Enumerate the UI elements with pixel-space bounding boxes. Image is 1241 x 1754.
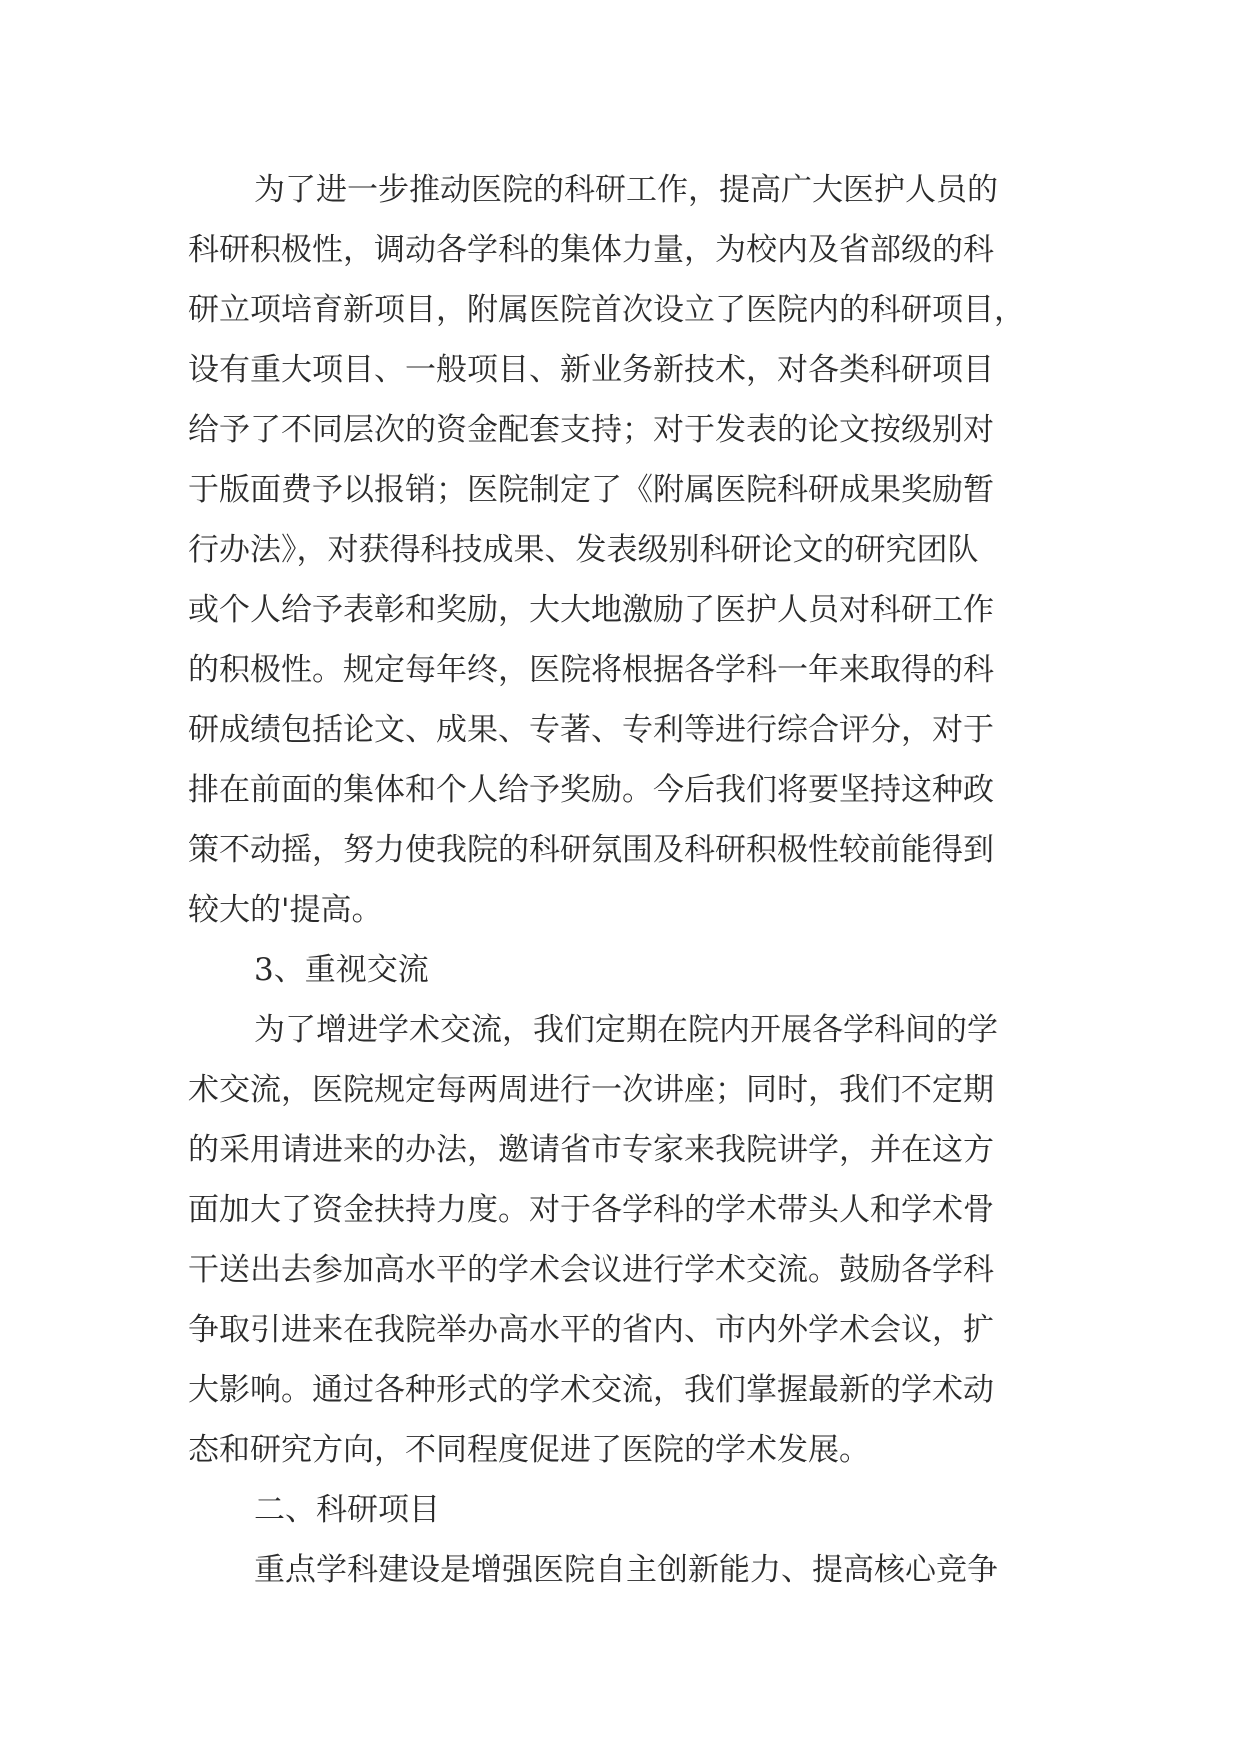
text-line: 研立项培育新项目，附属医院首次设立了医院内的科研项目，: [188, 292, 1025, 328]
text-line: 研成绩包括论文、成果、专著、专利等进行综合评分，对于: [188, 712, 994, 748]
paragraph-research-incentives: [188, 160, 1088, 940]
text-line: 较大的'提高。: [188, 892, 383, 928]
paragraph-key-disciplines: [188, 1540, 1088, 1600]
heading-text: 3、重视交流: [254, 952, 429, 988]
text-line: 干送出去参加高水平的学术会议进行学术交流。鼓励各学科: [188, 1252, 994, 1288]
text-line: 给予了不同层次的资金配套支持；对于发表的论文按级别对: [188, 412, 994, 448]
section-heading-exchange: [188, 940, 1088, 1000]
document-body: [188, 160, 1088, 1600]
text-line: 为了进一步推动医院的科研工作，提高广大医护人员的: [254, 172, 998, 208]
paragraph-academic-exchange: [188, 1000, 1088, 1480]
text-line: 态和研究方向，不同程度促进了医院的学术发展。: [188, 1432, 870, 1468]
text-line: 科研积极性，调动各学科的集体力量，为校内及省部级的科: [188, 232, 994, 268]
text-line: 设有重大项目、一般项目、新业务新技术，对各类科研项目: [188, 352, 994, 388]
text-line: 行办法》，对获得科技成果、发表级别科研论文的研究团队: [188, 532, 979, 568]
text-line: 争取引进来在我院举办高水平的省内、市内外学术会议，扩: [188, 1312, 994, 1348]
text-line: 于版面费予以报销；医院制定了《附属医院科研成果奖励暂: [188, 472, 994, 508]
text-line: 为了增进学术交流，我们定期在院内开展各学科间的学: [254, 1012, 998, 1048]
text-line: 策不动摇，努力使我院的科研氛围及科研积极性较前能得到: [188, 832, 994, 868]
heading-text: 二、科研项目: [254, 1492, 440, 1528]
text-line: 大影响。通过各种形式的学术交流，我们掌握最新的学术动: [188, 1372, 994, 1408]
text-line: 或个人给予表彰和奖励，大大地激励了医护人员对科研工作: [188, 592, 994, 628]
text-line: 术交流，医院规定每两周进行一次讲座；同时，我们不定期: [188, 1072, 994, 1108]
text-line: 面加大了资金扶持力度。对于各学科的学术带头人和学术骨: [188, 1192, 994, 1228]
section-heading-research-projects: [188, 1480, 1088, 1540]
text-line: 重点学科建设是增强医院自主创新能力、提高核心竞争: [254, 1552, 998, 1588]
text-line: 排在前面的集体和个人给予奖励。今后我们将要坚持这种政: [188, 772, 994, 808]
text-line: 的采用请进来的办法，邀请省市专家来我院讲学，并在这方: [188, 1132, 994, 1168]
text-line: 的积极性。规定每年终，医院将根据各学科一年来取得的科: [188, 652, 994, 688]
